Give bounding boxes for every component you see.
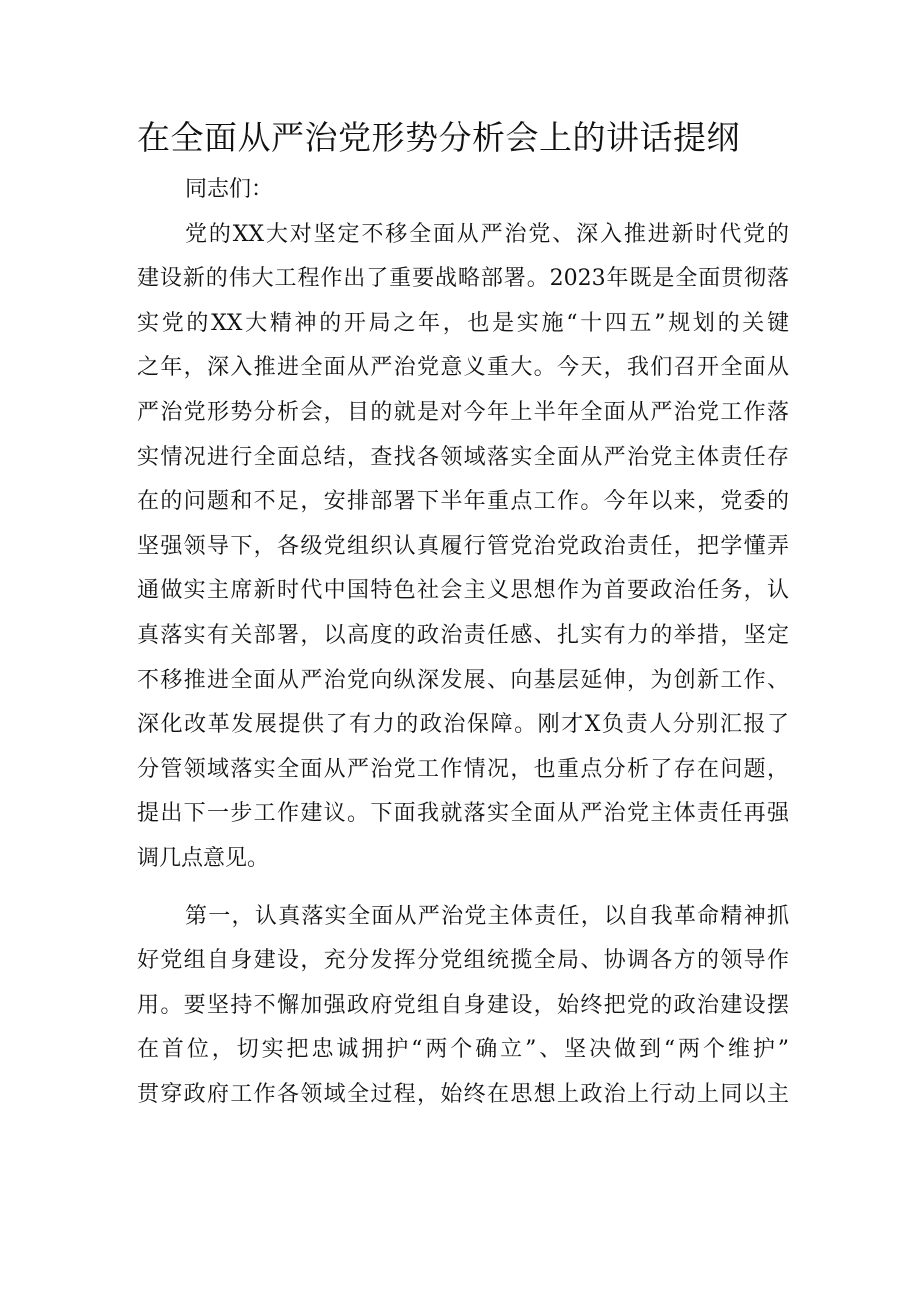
document-body (137, 168, 789, 1117)
paragraph-line: 建设新的伟大工程作出了重要战略部署。2023年既是全面贯彻落 (137, 266, 789, 292)
paragraph-line: 严治党形势分析会，目的就是对今年上半年全面从严治党工作落 (137, 399, 789, 425)
salutation: 同志们： (185, 177, 274, 202)
paragraph-line: 提出下一步工作建议。下面我就落实全面从严治党主体责任再强 (137, 801, 789, 827)
paragraph-line: 实党的XX大精神的开局之年，也是实施“十四五”规划的关键 (137, 310, 789, 336)
paragraph-spacer (137, 882, 789, 895)
paragraph-line: 之年，深入推进全面从严治党意义重大。今天，我们召开全面从 (137, 355, 789, 381)
paragraph-line: 实情况进行全面总结，查找各领域落实全面从严治党主体责任存 (137, 444, 789, 470)
paragraph-line: 通做实主席新时代中国特色社会主义思想作为首要政治任务，认 (137, 578, 789, 604)
paragraph-line: 第一，认真落实全面从严治党主体责任，以自我革命精神抓 (185, 903, 789, 929)
paragraph-line: 在的问题和不足，安排部署下半年重点工作。今年以来，党委的 (137, 489, 789, 515)
paragraph-line: 不移推进全面从严治党向纵深发展、向基层延伸，为创新工作、 (137, 667, 789, 693)
paragraph-1 (137, 213, 789, 882)
document-title: 在全面从严治党形势分析会上的讲话提纲 (137, 118, 740, 157)
paragraph-line: 坚强领导下，各级党组织认真履行管党治党政治责任，把学懂弄 (137, 533, 789, 559)
paragraph-2 (137, 895, 789, 1118)
paragraph-line: 党的XX大对坚定不移全面从严治党、深入推进新时代党的 (185, 221, 789, 247)
paragraph-line: 用。要坚持不懈加强政府党组自身建设，始终把党的政治建设摆 (137, 992, 789, 1018)
paragraph-line: 深化改革发展提供了有力的政治保障。刚才X负责人分别汇报了 (137, 712, 789, 738)
paragraph-line: 真落实有关部署，以高度的政治责任感、扎实有力的举措，坚定 (137, 622, 789, 648)
paragraph-line: 在首位，切实把忠诚拥护“两个确立”、坚决做到“两个维护” (137, 1037, 789, 1063)
paragraph-line: 贯穿政府工作各领域全过程，始终在思想上政治上行动上同以主 (137, 1081, 789, 1107)
paragraph-line: 分管领域落实全面从严治党工作情况，也重点分析了存在问题， (137, 756, 789, 782)
paragraph-line: 好党组自身建设，充分发挥分党组统揽全局、协调各方的领导作 (137, 948, 789, 974)
paragraph-line: 调几点意见。 (137, 845, 270, 871)
